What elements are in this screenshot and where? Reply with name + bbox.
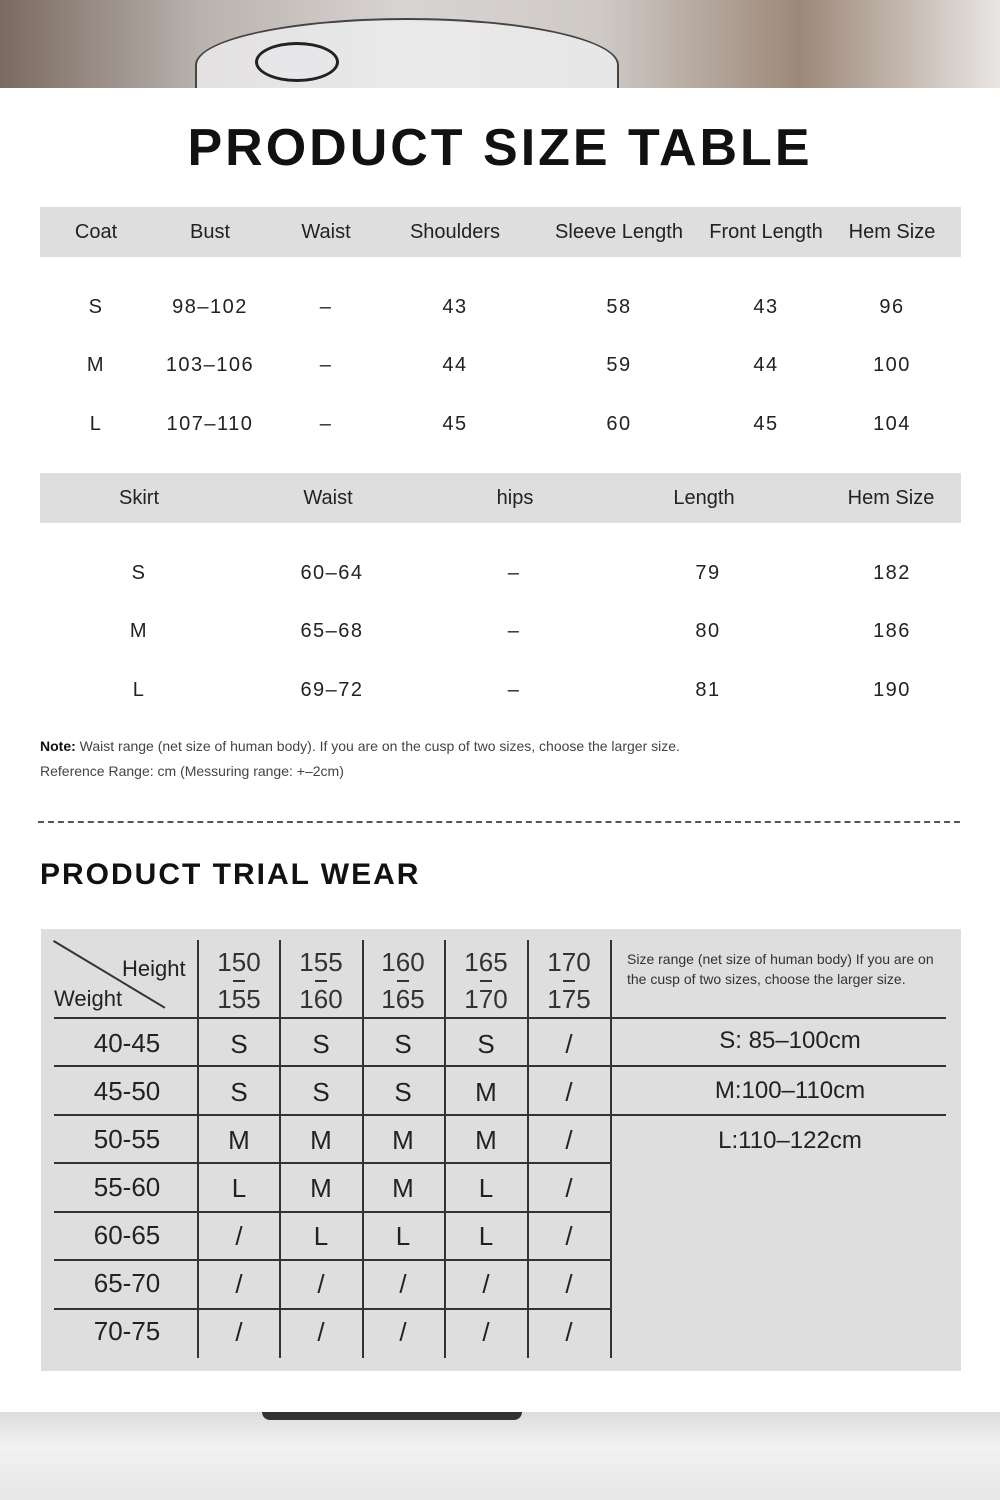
size-cell: / (399, 1269, 407, 1299)
size-cell: M (475, 1077, 497, 1107)
height-to: 160 (299, 984, 343, 1014)
size-cell: L (313, 1221, 329, 1251)
size-cell: / (565, 1029, 573, 1059)
size-cell: / (235, 1221, 243, 1251)
page-title: PRODUCT SIZE TABLE (187, 119, 813, 177)
table-cell: – (319, 413, 333, 435)
size-cell: S (230, 1029, 248, 1059)
weight-range: 70-75 (93, 1316, 161, 1346)
size-cell: / (565, 1125, 573, 1155)
grid-line (54, 1259, 612, 1261)
table-cell: 45 (442, 413, 468, 435)
size-cell: / (317, 1269, 325, 1299)
grid-line (362, 940, 364, 1358)
size-range-m: M:100–110cm (714, 1077, 866, 1104)
table-cell: 100 (873, 354, 911, 376)
weight-range: 50-55 (93, 1124, 161, 1154)
size-range-s: S: 85–100cm (719, 1027, 861, 1054)
size-cell: S (394, 1029, 412, 1059)
size-note (40, 738, 680, 754)
size-cell: S (312, 1077, 330, 1107)
size-cell: / (482, 1317, 490, 1347)
size-cell: / (565, 1317, 573, 1347)
header-photo (0, 0, 1000, 90)
size-cell: M (392, 1173, 414, 1203)
size-cell: / (317, 1317, 325, 1347)
grid-line (197, 940, 199, 1358)
table-cell: 96 (879, 296, 905, 318)
table-cell: 44 (442, 354, 468, 376)
table-cell: 60–64 (300, 562, 364, 584)
coat-header-cell: Coat (74, 221, 118, 243)
size-cell: / (235, 1317, 243, 1347)
coat-header-cell: Hem Size (848, 221, 936, 243)
size-cell: / (565, 1221, 573, 1251)
size-range-l: L:110–122cm (718, 1127, 862, 1154)
size-cell: M (475, 1125, 497, 1155)
table-cell: – (507, 620, 521, 642)
table-cell: 182 (873, 562, 911, 584)
skirt-header-cell: Waist (303, 487, 353, 509)
range-dash (315, 980, 327, 982)
range-dash (397, 980, 409, 982)
table-cell: 45 (753, 413, 779, 435)
size-cell: L (478, 1221, 494, 1251)
table-cell: 81 (695, 679, 721, 701)
size-cell: / (399, 1317, 407, 1347)
note-text: Waist range (net size of human body). If you are on the cusp of two sizes, choose the larger size. (75, 738, 680, 754)
table-cell: 103–106 (165, 354, 255, 376)
size-cell: M (310, 1125, 332, 1155)
coat-header-cell: Bust (189, 221, 231, 243)
table-cell: 58 (606, 296, 632, 318)
height-from: 150 (217, 947, 261, 977)
range-dash (233, 980, 245, 982)
size-range-note: Size range (net size of human body) If you are on the cusp of two sizes, choose the larger size. (627, 951, 934, 987)
reference-range-note: Reference Range: cm (Messuring range: +–2cm) (40, 763, 344, 779)
grid-line (444, 940, 446, 1358)
table-cell: M (86, 354, 106, 376)
coat-header-cell: Shoulders (409, 221, 501, 243)
table-cell: 98–102 (172, 296, 248, 318)
grid-line (54, 1308, 612, 1310)
size-cell: S (230, 1077, 248, 1107)
table-cell: 79 (695, 562, 721, 584)
size-cell: L (395, 1221, 411, 1251)
height-from: 155 (299, 947, 343, 977)
grid-line (610, 940, 612, 1358)
table-cell: 65–68 (300, 620, 364, 642)
height-from: 160 (381, 947, 425, 977)
table-cell: 69–72 (300, 679, 364, 701)
table-cell: S (131, 562, 147, 584)
table-cell: – (507, 562, 521, 584)
table-cell: – (319, 354, 333, 376)
grid-line (527, 940, 529, 1358)
table-cell: 190 (873, 679, 911, 701)
size-cell: / (235, 1269, 243, 1299)
brand-logo (255, 42, 339, 82)
size-cell: S (477, 1029, 495, 1059)
note-label: Note: (40, 738, 76, 754)
size-cell: S (394, 1077, 412, 1107)
skirt-header-cell: hips (496, 487, 534, 509)
table-cell: 43 (442, 296, 468, 318)
size-cell: M (392, 1125, 414, 1155)
grid-line (54, 1065, 946, 1067)
grid-line (54, 1017, 946, 1019)
table-cell: – (319, 296, 333, 318)
size-cell: / (565, 1077, 573, 1107)
table-cell: 60 (606, 413, 632, 435)
table-cell: 59 (606, 354, 632, 376)
skirt-header-cell: Skirt (119, 487, 159, 509)
coat-header-cell: Sleeve Length (555, 221, 683, 243)
size-cell: M (310, 1173, 332, 1203)
height-to: 155 (217, 984, 261, 1014)
coat-header-cell: Waist (301, 221, 351, 243)
footer-photo (0, 1412, 1000, 1500)
range-dash (480, 980, 492, 982)
height-to: 165 (381, 984, 425, 1014)
height-axis-label: Height (122, 956, 186, 981)
weight-range: 40-45 (93, 1028, 161, 1058)
coat-header-row (40, 207, 961, 257)
table-cell: 44 (753, 354, 779, 376)
skirt-header-cell: Hem Size (847, 487, 935, 509)
height-from: 170 (547, 947, 591, 977)
height-to: 170 (464, 984, 508, 1014)
height-from: 165 (464, 947, 508, 977)
table-cell: M (129, 620, 149, 642)
size-cell: / (565, 1173, 573, 1203)
grid-line (54, 1114, 946, 1116)
weight-axis-label: Weight (54, 986, 123, 1011)
table-cell: 43 (753, 296, 779, 318)
height-to: 175 (547, 984, 591, 1014)
size-cell: S (312, 1029, 330, 1059)
grid-line (54, 1162, 612, 1164)
size-cell: / (565, 1269, 573, 1299)
range-dash (563, 980, 575, 982)
shadow-shape (262, 1412, 522, 1420)
coat-header-cell: Front Length (709, 221, 823, 243)
weight-range: 60-65 (93, 1220, 161, 1250)
grid-line (279, 940, 281, 1358)
trial-wear-title: PRODUCT TRIAL WEAR (40, 858, 421, 891)
weight-range: 55-60 (93, 1172, 161, 1202)
dashed-divider (38, 821, 960, 823)
table-cell: S (88, 296, 104, 318)
table-cell: – (507, 679, 521, 701)
size-cell: L (478, 1173, 494, 1203)
table-cell: 80 (695, 620, 721, 642)
weight-range: 45-50 (93, 1076, 161, 1106)
table-cell: L (132, 679, 146, 701)
table-cell: 104 (873, 413, 911, 435)
size-cell: / (482, 1269, 490, 1299)
skirt-header-cell: Length (673, 487, 735, 509)
table-cell: 107–110 (166, 413, 254, 435)
size-cell: M (228, 1125, 250, 1155)
weight-range: 65-70 (93, 1268, 161, 1298)
table-cell: 186 (873, 620, 911, 642)
skirt-header-row (40, 473, 961, 523)
size-cell: L (231, 1173, 247, 1203)
table-cell: L (89, 413, 103, 435)
grid-line (54, 1211, 612, 1213)
